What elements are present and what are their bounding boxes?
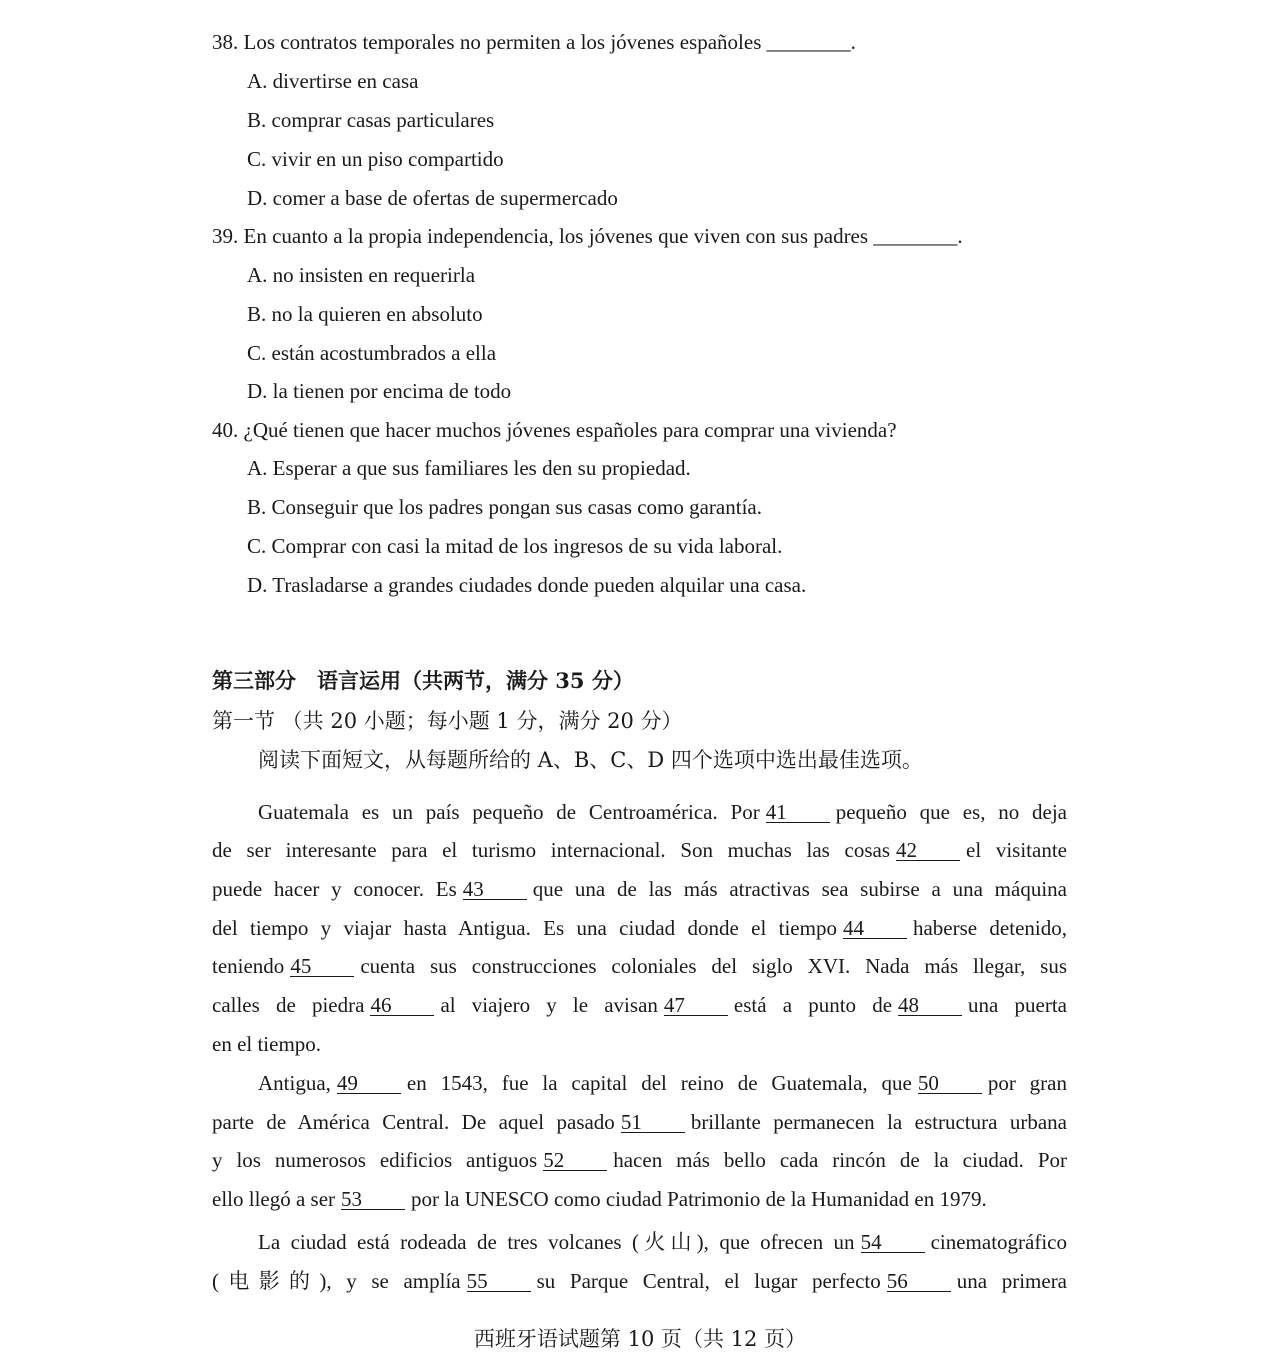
section-subtitle: 第一节 （共 20 小题；每小题 1 分，满分 20 分） — [212, 709, 683, 733]
option-38b — [247, 108, 494, 133]
passage-text: de ser interesante para el turismo internacional. Son muchas las cosas — [212, 838, 890, 862]
option-39d — [247, 379, 511, 404]
option-39b — [247, 302, 483, 327]
option-letter: C. — [247, 147, 267, 171]
question-number: 40. — [212, 418, 239, 442]
passage-text: cinematográfico — [930, 1230, 1067, 1254]
option-text: no la quieren en absoluto — [271, 302, 483, 326]
option-38a — [247, 69, 418, 94]
question-38 — [212, 30, 856, 55]
option-text: Comprar con casi la mitad de los ingresos de su vida laboral. — [271, 534, 783, 558]
blank-46: 46 — [370, 995, 434, 1016]
question-end: . — [957, 224, 963, 248]
passage-text: brillante permanecen la estructura urbana — [690, 1110, 1067, 1134]
passage-line — [258, 800, 1067, 825]
question-stem: ¿Qué tienen que hacer muchos jóvenes españoles para comprar una vivienda? — [243, 418, 897, 442]
passage-text: Guatemala es un país pequeño de Centroamérica. Por — [258, 800, 760, 824]
passage-text: La ciudad está rodeada de tres volcanes (火山), que ofrecen un — [258, 1230, 855, 1254]
blank-50: 50 — [918, 1073, 982, 1094]
passage-text: parte de América Central. De aquel pasado — [212, 1110, 615, 1134]
question-stem: En cuanto a la propia independencia, los jóvenes que viven con sus padres — [243, 224, 869, 248]
blank-43: 43 — [463, 879, 527, 900]
passage-text: una puerta — [968, 993, 1067, 1017]
passage-text: del tiempo y viajar hasta Antigua. Es una ciudad donde el tiempo — [212, 916, 837, 940]
passage-line — [258, 1071, 1067, 1096]
blank-52: 52 — [543, 1150, 607, 1171]
passage-line — [212, 916, 1067, 941]
blank-54: 54 — [861, 1232, 925, 1253]
passage-text: que una de las más atractivas sea subirse a una máquina — [532, 877, 1067, 901]
option-text: están acostumbrados a ella — [271, 341, 497, 365]
passage-text: por la UNESCO como ciudad Patrimonio de la Humanidad en 1979. — [411, 1187, 987, 1211]
section-title: 第三部分 语言运用（共两节，满分 35 分） — [212, 668, 634, 693]
passage-text: teniendo — [212, 954, 285, 978]
option-letter: C. — [247, 341, 267, 365]
option-40a — [247, 456, 691, 481]
question-39 — [212, 224, 963, 249]
option-text: Esperar a que sus familiares les den su propiedad. — [272, 456, 691, 480]
option-text: divertirse en casa — [272, 69, 419, 93]
option-letter: D. — [247, 379, 268, 403]
blank-55: 55 — [467, 1271, 531, 1292]
option-40c — [247, 534, 782, 559]
option-text: Conseguir que los padres pongan sus casas como garantía. — [271, 495, 762, 519]
option-text: comer a base de ofertas de supermercado — [272, 186, 618, 210]
option-38c — [247, 147, 504, 172]
blank-53: 53 — [341, 1189, 405, 1210]
passage-line — [212, 1032, 1067, 1057]
option-text: vivir en un piso compartido — [271, 147, 504, 171]
option-letter: A. — [247, 263, 268, 287]
passage-line — [212, 877, 1067, 902]
passage-text: una primera — [956, 1269, 1068, 1293]
option-39c — [247, 341, 496, 366]
option-40b — [247, 495, 762, 520]
passage-text: calles de piedra — [212, 993, 365, 1017]
passage-text: en 1543, fue la capital del reino de Guatemala, que — [406, 1071, 912, 1095]
passage-line — [212, 1265, 1067, 1295]
option-40d — [247, 573, 806, 598]
option-text: Trasladarse a grandes ciudades donde pueden alquilar una casa. — [272, 573, 807, 597]
blank-45: 45 — [290, 956, 354, 977]
option-text: la tienen por encima de todo — [272, 379, 512, 403]
passage-line — [212, 954, 1067, 979]
passage-line — [258, 1226, 1067, 1256]
blank-48: 48 — [898, 995, 962, 1016]
passage-text: cuenta sus construcciones coloniales del siglo XVI. Nada más llegar, sus — [360, 954, 1067, 978]
passage-text: al viajero y le avisan — [440, 993, 658, 1017]
answer-blank: ________ — [873, 224, 958, 248]
option-letter: A. — [247, 456, 268, 480]
passage-text: su Parque Central, el lugar perfecto — [536, 1269, 881, 1293]
option-39a — [247, 263, 475, 288]
option-letter: D. — [247, 186, 268, 210]
passage-text: pequeño que es, no deja — [835, 800, 1067, 824]
section-instruction: 阅读下面短文，从每题所给的 A、B、C、D 四个选项中选出最佳选项。 — [258, 748, 923, 772]
answer-blank: ________ — [766, 30, 851, 54]
option-letter: C. — [247, 534, 267, 558]
option-letter: A. — [247, 69, 268, 93]
option-letter: B. — [247, 302, 267, 326]
blank-56: 56 — [887, 1271, 951, 1292]
passage-line — [212, 1110, 1067, 1135]
blank-44: 44 — [843, 918, 907, 939]
option-text: no insisten en requerirla — [272, 263, 476, 287]
question-end: . — [850, 30, 856, 54]
passage-text: (电影的), y se amplía — [212, 1269, 461, 1293]
blank-49: 49 — [337, 1073, 401, 1094]
passage-text: está a punto de — [733, 993, 893, 1017]
passage-text: haberse detenido, — [912, 916, 1067, 940]
blank-51: 51 — [621, 1112, 685, 1133]
passage-text: hacen más bello cada rincón de la ciudad. Por — [613, 1148, 1067, 1172]
option-38d — [247, 186, 618, 211]
passage-line — [212, 838, 1067, 863]
question-number: 38. — [212, 30, 239, 54]
passage-line — [212, 993, 1067, 1018]
passage-text: puede hacer y conocer. Es — [212, 877, 457, 901]
question-stem: Los contratos temporales no permiten a los jóvenes españoles — [243, 30, 762, 54]
passage-text: en el tiempo. — [212, 1032, 322, 1056]
option-letter: B. — [247, 108, 267, 132]
question-40 — [212, 418, 897, 443]
passage-text: y los numerosos edificios antiguos — [212, 1148, 538, 1172]
passage-text: el visitante — [966, 838, 1067, 862]
passage-text: por gran — [987, 1071, 1067, 1095]
passage-line — [212, 1187, 1067, 1212]
blank-41: 41 — [766, 802, 830, 823]
blank-47: 47 — [664, 995, 728, 1016]
passage-line — [212, 1148, 1067, 1173]
option-text: comprar casas particulares — [271, 108, 495, 132]
page-footer: 西班牙语试题第 10 页（共 12 页） — [473, 1327, 807, 1351]
question-number: 39. — [212, 224, 239, 248]
option-letter: D. — [247, 573, 268, 597]
blank-42: 42 — [896, 840, 960, 861]
passage-text: ello llegó a ser — [212, 1187, 336, 1211]
option-letter: B. — [247, 495, 267, 519]
passage-text: Antigua, — [258, 1071, 331, 1095]
